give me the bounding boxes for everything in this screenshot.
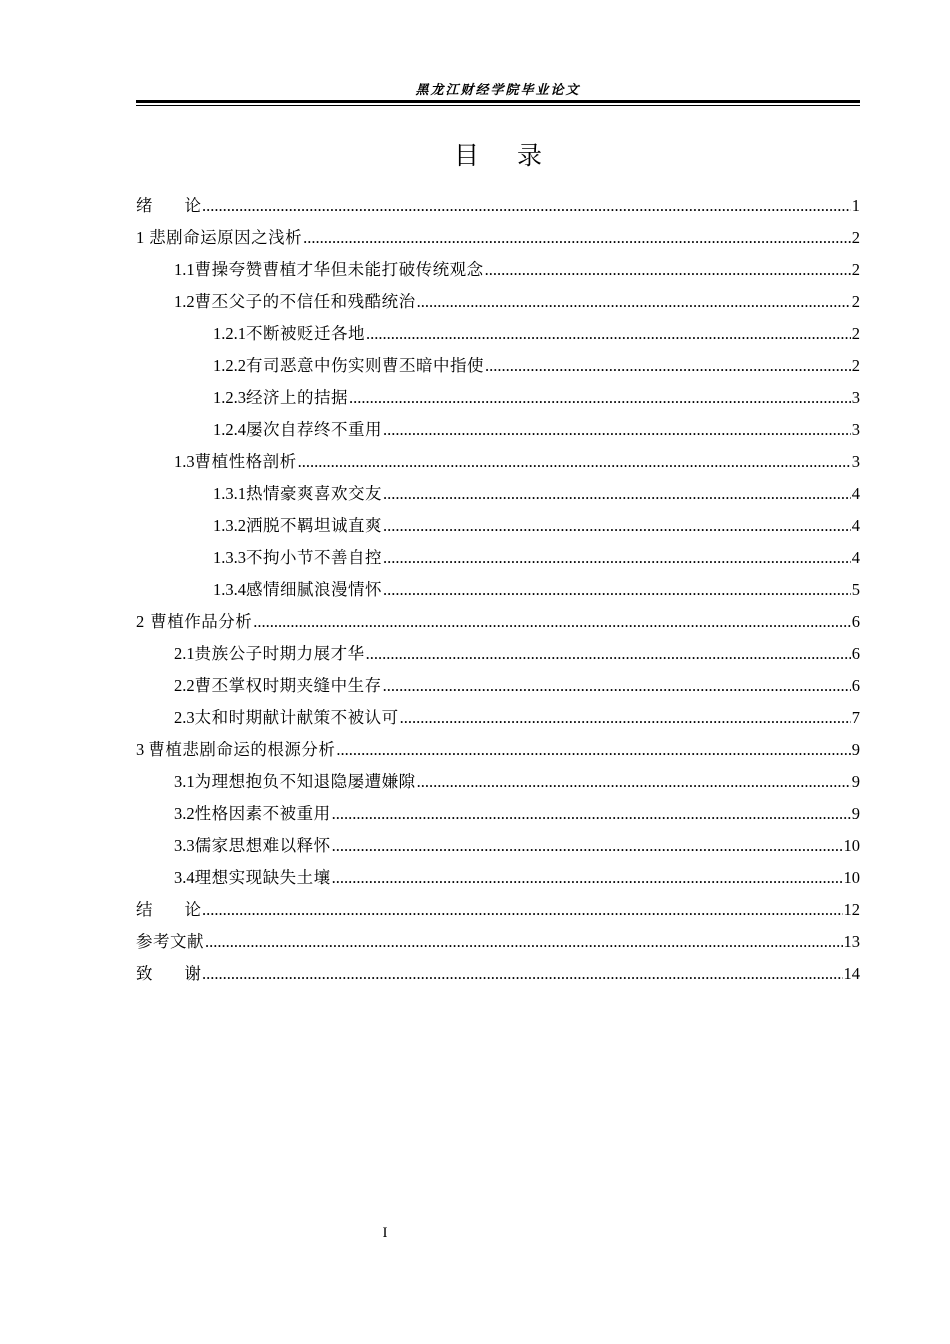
toc-entry-number: 2 — [136, 612, 145, 631]
toc-entry[interactable] — [136, 638, 860, 670]
toc-entry-number: 1.3.1 — [213, 484, 246, 503]
toc-entry-page: 2 — [851, 324, 860, 343]
toc-entry-page: 6 — [851, 612, 860, 631]
toc-entry[interactable] — [136, 894, 860, 926]
toc-entry[interactable] — [136, 926, 860, 958]
toc-dot-leader — [383, 478, 851, 510]
toc-entry-number: 3 — [136, 740, 145, 759]
toc-entry-label: 参考文献 — [136, 932, 204, 951]
toc-dot-leader — [332, 798, 851, 830]
toc-title-char-1: 目 — [453, 141, 479, 170]
toc-entry-page: 14 — [843, 964, 860, 983]
page-header-title: 黑龙江财经学院毕业论文 — [415, 83, 581, 98]
toc-entry-number: 1.2.1 — [213, 324, 246, 343]
toc-entry-number: 2.1 — [174, 644, 195, 663]
toc-dot-leader — [383, 670, 851, 702]
toc-entry-label: 经济上的拮据 — [246, 388, 348, 407]
toc-entry-page: 6 — [851, 676, 860, 695]
toc-entry[interactable] — [136, 702, 860, 734]
table-of-contents — [136, 190, 860, 990]
toc-title — [0, 136, 950, 172]
toc-entry-label: 有司恶意中伤实则曹丕暗中指使 — [246, 356, 484, 375]
toc-entry-label: 不拘小节不善自控 — [246, 548, 382, 567]
toc-entry-page: 4 — [851, 484, 860, 503]
toc-entry-label: 热情豪爽喜欢交友 — [246, 484, 382, 503]
toc-entry-number: 1.3.2 — [213, 516, 246, 535]
toc-entry-label: 曹植作品分析 — [150, 612, 253, 631]
toc-dot-leader — [485, 350, 851, 382]
toc-entry[interactable] — [136, 446, 860, 478]
toc-entry-page: 5 — [851, 580, 860, 599]
toc-entry[interactable] — [136, 286, 860, 318]
toc-entry-page: 9 — [851, 804, 860, 823]
header-rule-thick — [136, 100, 860, 103]
toc-entry[interactable] — [136, 958, 860, 990]
toc-entry[interactable] — [136, 190, 860, 222]
toc-entry-label: 儒家思想难以释怀 — [194, 836, 331, 855]
toc-entry-number: 1.2.2 — [213, 356, 246, 375]
toc-entry-label: 为理想抱负不知退隐屡遭嫌隙 — [194, 772, 416, 791]
toc-entry-number: 3.1 — [174, 772, 195, 791]
toc-dot-leader — [383, 574, 851, 606]
toc-entry-number: 1.3.3 — [213, 548, 246, 567]
toc-entry-number: 1.3.4 — [213, 580, 246, 599]
toc-entry[interactable] — [136, 318, 860, 350]
toc-dot-leader — [332, 862, 843, 894]
toc-entry-label: 曹植性格剖析 — [194, 452, 297, 471]
toc-entry-number: 3.2 — [174, 804, 195, 823]
toc-entry-number: 1.2.3 — [213, 388, 246, 407]
toc-entry-label: 结论 — [136, 900, 201, 919]
toc-dot-leader — [417, 286, 851, 318]
toc-entry-label: 曹植悲剧命运的根源分析 — [148, 740, 336, 759]
toc-entry-page: 9 — [851, 740, 860, 759]
toc-dot-leader — [383, 414, 851, 446]
toc-entry-label: 性格因素不被重用 — [194, 804, 331, 823]
toc-entry[interactable] — [136, 382, 860, 414]
toc-dot-leader — [366, 318, 851, 350]
toc-dot-leader — [366, 638, 851, 670]
toc-dot-leader — [303, 222, 851, 254]
toc-entry[interactable] — [136, 350, 860, 382]
toc-dot-leader — [336, 734, 850, 766]
toc-entry[interactable] — [136, 510, 860, 542]
toc-title-char-2: 录 — [517, 141, 543, 170]
toc-entry-page: 3 — [851, 388, 860, 407]
toc-entry[interactable] — [136, 862, 860, 894]
toc-entry-number: 2.3 — [174, 708, 195, 727]
toc-entry-label: 贵族公子时期力展才华 — [194, 644, 365, 663]
toc-entry-label: 致谢 — [136, 964, 201, 983]
toc-entry-page: 10 — [843, 836, 860, 855]
page-number: I — [382, 1225, 388, 1241]
toc-entry-number: 1 — [136, 228, 145, 247]
toc-entry-page: 6 — [851, 644, 860, 663]
toc-entry[interactable] — [136, 734, 860, 766]
toc-dot-leader — [332, 830, 843, 862]
header-rule-thin — [136, 105, 860, 106]
toc-dot-leader — [383, 542, 851, 574]
toc-entry[interactable] — [136, 830, 860, 862]
toc-entry-label: 感情细腻浪漫情怀 — [246, 580, 382, 599]
toc-entry-number: 1.3 — [174, 452, 195, 471]
toc-entry-label: 绪论 — [136, 196, 201, 215]
toc-entry-label: 曹丕父子的不信任和残酷统治 — [194, 292, 416, 311]
toc-entry[interactable] — [136, 574, 860, 606]
toc-entry-page: 12 — [843, 900, 860, 919]
toc-entry-number: 3.4 — [174, 868, 195, 887]
toc-entry[interactable] — [136, 254, 860, 286]
toc-entry[interactable] — [136, 222, 860, 254]
toc-entry-page: 2 — [851, 228, 860, 247]
toc-entry-label: 曹丕掌权时期夹缝中生存 — [194, 676, 382, 695]
toc-entry-page: 4 — [851, 548, 860, 567]
toc-entry-number: 1.1 — [174, 260, 195, 279]
toc-entry-label: 不断被贬迁各地 — [246, 324, 365, 343]
toc-entry[interactable] — [136, 606, 860, 638]
toc-dot-leader — [202, 894, 843, 926]
toc-entry-page: 13 — [843, 932, 860, 951]
toc-entry-page: 7 — [851, 708, 860, 727]
toc-entry-label: 曹操夸赞曹植才华但未能打破传统观念 — [194, 260, 484, 279]
toc-entry[interactable] — [136, 766, 860, 798]
toc-entry-page: 10 — [843, 868, 860, 887]
toc-dot-leader — [253, 606, 850, 638]
toc-entry-page: 2 — [851, 292, 860, 311]
toc-entry[interactable] — [136, 670, 860, 702]
toc-entry-page: 2 — [851, 260, 860, 279]
toc-entry-page: 4 — [851, 516, 860, 535]
toc-entry-page: 3 — [851, 420, 860, 439]
toc-entry-page: 1 — [851, 196, 860, 215]
toc-entry[interactable] — [136, 798, 860, 830]
toc-entry-label: 洒脱不羁坦诚直爽 — [246, 516, 382, 535]
toc-dot-leader — [349, 382, 851, 414]
toc-entry-label: 太和时期献计献策不被认可 — [194, 708, 399, 727]
toc-entry-number: 2.2 — [174, 676, 195, 695]
toc-entry-page: 3 — [851, 452, 860, 471]
toc-entry-label: 屡次自荐终不重用 — [246, 420, 382, 439]
toc-entry-number: 3.3 — [174, 836, 195, 855]
toc-dot-leader — [383, 510, 851, 542]
toc-entry-number: 1.2 — [174, 292, 195, 311]
toc-entry-page: 2 — [851, 356, 860, 375]
toc-dot-leader — [205, 926, 843, 958]
toc-dot-leader — [202, 190, 851, 222]
toc-entry[interactable] — [136, 414, 860, 446]
toc-dot-leader — [298, 446, 851, 478]
toc-dot-leader — [202, 958, 843, 990]
toc-entry[interactable] — [136, 478, 860, 510]
toc-dot-leader — [417, 766, 851, 798]
toc-entry-number: 1.2.4 — [213, 420, 246, 439]
toc-entry[interactable] — [136, 542, 860, 574]
toc-entry-page: 9 — [851, 772, 860, 791]
toc-dot-leader — [485, 254, 851, 286]
toc-entry-label: 理想实现缺失土壤 — [194, 868, 331, 887]
toc-dot-leader — [400, 702, 851, 734]
toc-entry-label: 悲剧命运原因之浅析 — [149, 228, 303, 247]
